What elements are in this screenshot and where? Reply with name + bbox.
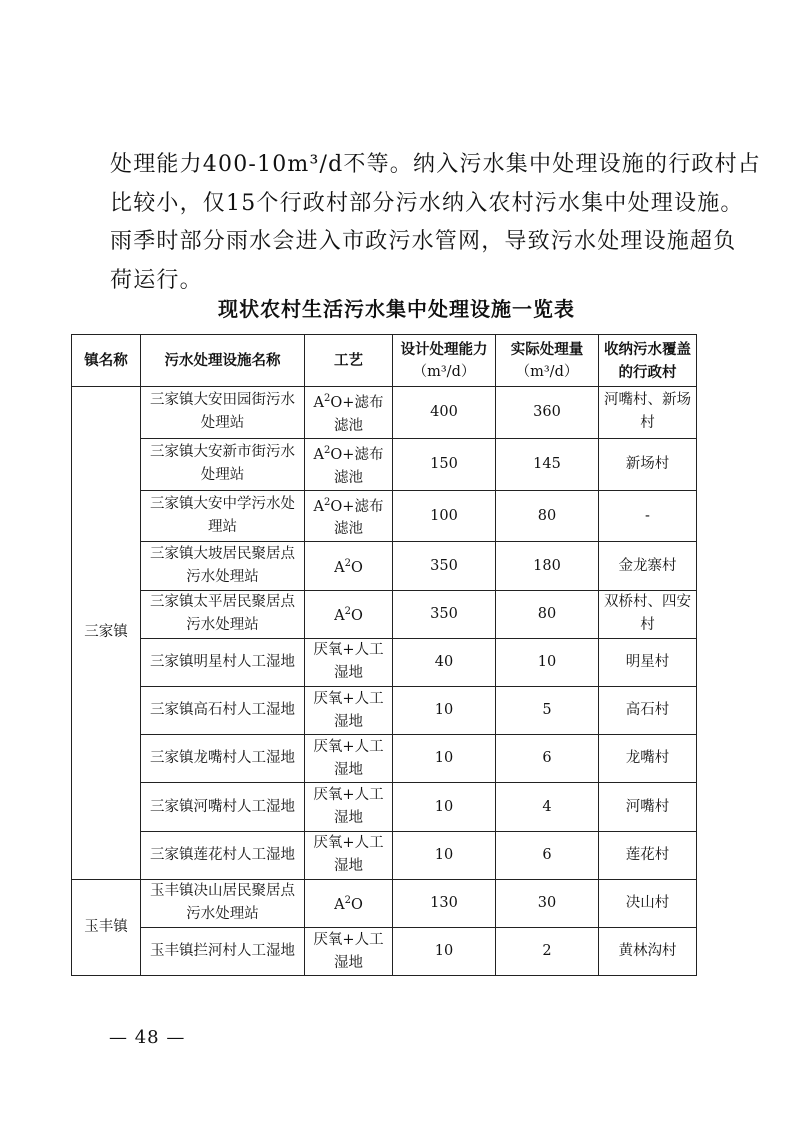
villages-cell: 高石村 xyxy=(599,687,697,735)
actual-cell: 80 xyxy=(496,490,599,542)
process-superscript: 2 xyxy=(324,393,331,404)
header-actual xyxy=(496,335,599,387)
actual-cell: 360 xyxy=(496,387,599,439)
process-superscript: 2 xyxy=(324,496,331,508)
process-cell: 厌氧+人工湿地 xyxy=(305,735,393,783)
header-facility-name: 污水处理设施名称 xyxy=(141,335,305,387)
capacity-cell: 10 xyxy=(393,831,496,879)
facility-name-cell: 玉丰镇决山居民聚居点污水处理站 xyxy=(141,879,305,927)
process-cell: $A^2O+$滤布滤池 xyxy=(305,438,393,490)
header-capacity xyxy=(393,335,496,387)
header-capacity-label: 设计处理能力 xyxy=(400,340,488,358)
facility-name-cell: 三家镇大安田园街污水处理站 xyxy=(141,387,305,439)
table-title: 现状农村生活污水集中处理设施一览表 xyxy=(218,297,575,321)
capacity-cell: 130 xyxy=(393,879,496,927)
process-superscript: 2 xyxy=(324,444,331,456)
table-header-row xyxy=(72,335,697,387)
actual-cell: 6 xyxy=(496,831,599,879)
process-cell: 厌氧+人工湿地 xyxy=(305,687,393,735)
process-cell: 厌氧+人工湿地 xyxy=(305,927,393,975)
facility-name-cell: 三家镇明星村人工湿地 xyxy=(141,638,305,686)
actual-cell: 30 xyxy=(496,879,599,927)
paragraph-line: 处理能力400-10m³/d不等。纳入污水集中处理设施的行政村占 xyxy=(110,152,761,177)
capacity-cell: 100 xyxy=(393,490,496,542)
capacity-cell: 10 xyxy=(393,927,496,975)
villages-cell: 黄林沟村 xyxy=(599,927,697,975)
villages-cell: 龙嘴村 xyxy=(599,735,697,783)
actual-cell: 5 xyxy=(496,687,599,735)
town-cell: 三家镇 xyxy=(72,387,141,880)
actual-cell: 2 xyxy=(496,927,599,975)
process-cell: 厌氧+人工湿地 xyxy=(305,831,393,879)
facility-name-cell: 三家镇大安新市街污水处理站 xyxy=(141,438,305,490)
facility-name-cell: 三家镇河嘴村人工湿地 xyxy=(141,783,305,831)
actual-cell: 4 xyxy=(496,783,599,831)
header-town: 镇名称 xyxy=(72,335,141,387)
process-cell: $A^2O$ xyxy=(305,879,393,927)
facility-name-cell: 三家镇大坡居民聚居点污水处理站 xyxy=(141,542,305,590)
process-cell: 厌氧+人工湿地 xyxy=(305,638,393,686)
page-number: — 48 — xyxy=(109,1027,186,1048)
table-row xyxy=(72,687,697,735)
facility-name-cell: 三家镇莲花村人工湿地 xyxy=(141,831,305,879)
paragraph-line: 比较小，仅15个行政村部分污水纳入农村污水集中处理设施。 xyxy=(110,190,744,216)
body-paragraph xyxy=(110,146,761,300)
table-row xyxy=(72,638,697,686)
process-cell: $A^2O+$滤布滤池 xyxy=(305,387,393,439)
table-row xyxy=(72,783,697,831)
process-cell: $A^2O+$滤布滤池 xyxy=(305,490,393,542)
facility-name-cell: 三家镇大安中学污水处理站 xyxy=(141,490,305,542)
villages-cell: 双桥村、四安村 xyxy=(599,590,697,638)
process-cell: 厌氧+人工湿地 xyxy=(305,783,393,831)
facility-name-cell: 三家镇龙嘴村人工湿地 xyxy=(141,735,305,783)
actual-cell: 80 xyxy=(496,590,599,638)
header-process: 工艺 xyxy=(305,335,393,387)
table-row xyxy=(72,831,697,879)
header-villages: 收纳污水覆盖的行政村 xyxy=(599,335,697,387)
table-row xyxy=(72,590,697,638)
actual-cell: 145 xyxy=(496,438,599,490)
town-cell: 玉丰镇 xyxy=(72,879,141,975)
facility-name-cell: 三家镇太平居民聚居点污水处理站 xyxy=(141,590,305,638)
table-row xyxy=(72,879,697,927)
table-body xyxy=(72,387,697,976)
capacity-cell: 150 xyxy=(393,438,496,490)
process-superscript: 2 xyxy=(344,895,351,907)
capacity-cell: 10 xyxy=(393,735,496,783)
actual-cell: 180 xyxy=(496,542,599,590)
villages-cell: 明星村 xyxy=(599,638,697,686)
villages-cell: 河嘴村、新场村 xyxy=(599,387,697,439)
villages-cell: 决山村 xyxy=(599,879,697,927)
process-superscript: 2 xyxy=(344,558,351,570)
villages-cell: 新场村 xyxy=(599,438,697,490)
villages-cell: - xyxy=(599,490,697,542)
table-row xyxy=(72,542,697,590)
table-row xyxy=(72,490,697,542)
process-superscript: 2 xyxy=(344,606,351,618)
capacity-cell: 350 xyxy=(393,542,496,590)
table-row xyxy=(72,927,697,975)
actual-cell: 6 xyxy=(496,735,599,783)
capacity-cell: 350 xyxy=(393,590,496,638)
villages-cell: 金龙寨村 xyxy=(599,542,697,590)
header-capacity-unit: （m³/d） xyxy=(412,363,476,380)
actual-cell: 10 xyxy=(496,638,599,686)
facility-table xyxy=(71,334,697,976)
facility-name-cell: 玉丰镇拦河村人工湿地 xyxy=(141,927,305,975)
villages-cell: 河嘴村 xyxy=(599,783,697,831)
capacity-cell: 10 xyxy=(393,783,496,831)
process-cell: $A^2O$ xyxy=(305,590,393,638)
facility-name-cell: 三家镇高石村人工湿地 xyxy=(141,687,305,735)
header-actual-label: 实际处理量 xyxy=(510,340,584,358)
table-row xyxy=(72,735,697,783)
paragraph-line: 雨季时部分雨水会进入市政污水管网，导致污水处理设施超负 xyxy=(110,229,737,254)
villages-cell: 莲花村 xyxy=(599,831,697,879)
process-cell: $A^2O$ xyxy=(305,542,393,590)
header-actual-unit: （m³/d） xyxy=(515,363,579,380)
table-row xyxy=(72,387,697,439)
paragraph-line: 荷运行。 xyxy=(110,267,203,293)
table-row xyxy=(72,438,697,490)
capacity-cell: 40 xyxy=(393,638,496,686)
capacity-cell: 400 xyxy=(393,387,496,439)
capacity-cell: 10 xyxy=(393,687,496,735)
